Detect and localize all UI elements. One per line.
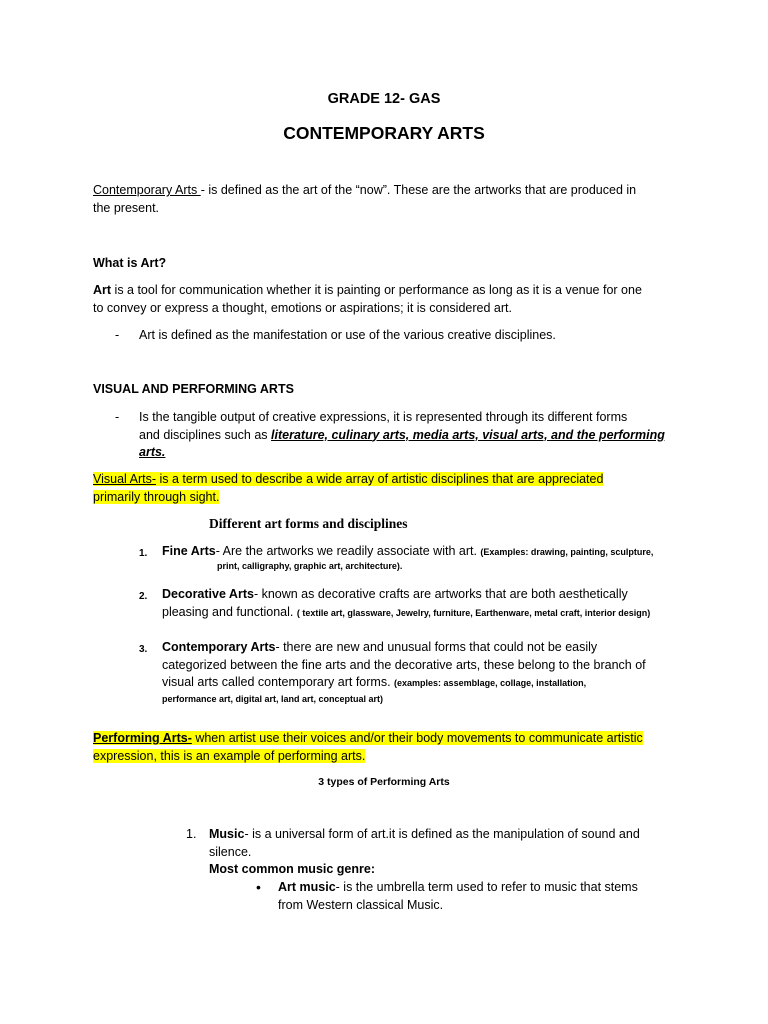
contemporary-line-1: - there are new and unusual forms that could not be easily	[275, 640, 598, 654]
visual-arts-paragraph	[93, 471, 683, 506]
music-genre-heading: Most common music genre:	[209, 862, 375, 876]
vp-line-2: and disciplines such as	[139, 427, 272, 442]
fine-arts-term: Fine Arts	[162, 544, 216, 558]
decorative-arts-term: Decorative Arts	[162, 587, 254, 601]
bullet-icon: •	[256, 879, 261, 895]
art-music-line-1: - is the umbrella term used to refer to music that stems	[335, 880, 638, 894]
visual-performing-heading: VISUAL AND PERFORMING ARTS	[93, 382, 294, 396]
list-number: 2.	[139, 591, 148, 602]
visual-performing-bullet-text	[139, 409, 679, 462]
list-item-fine-arts	[162, 543, 682, 561]
art-line-1: is a tool for communication whether it is painting or performance as long as it is a venue for one	[111, 283, 642, 297]
decorative-examples: ( textile art, glassware, Jewelry, furniture, Earthenware, metal craft, interior design)	[296, 607, 651, 618]
contemporary-line-3: visual arts called contemporary art forms.	[162, 675, 395, 689]
decorative-line-2: pleasing and functional.	[162, 604, 297, 619]
art-definition-paragraph	[93, 282, 683, 317]
contemporary-arts-term: Contemporary Arts	[93, 183, 201, 197]
art-line-2: to convey or express a thought, emotions or aspirations; it is considered art.	[93, 300, 512, 315]
grade-heading: GRADE 12- GAS	[327, 91, 441, 107]
performing-arts-line-1: when artist use their voices and/or their body movements to communicate artistic	[191, 731, 643, 745]
art-forms-heading: Different art forms and disciplines	[209, 516, 408, 531]
art-music-term: Art music	[278, 880, 336, 894]
music-line-2: silence.	[209, 844, 252, 859]
art-disciplines-list: literature, culinary arts, media arts, visual arts, and the performing	[271, 427, 665, 442]
vp-line-1: Is the tangible output of creative expressions, it is represented through its different forms	[139, 410, 628, 424]
contemporary-examples-cont: performance art, digital art, land art, conceptual art)	[162, 694, 384, 704]
art-disciplines-list-end: arts.	[139, 445, 166, 459]
contemporary-arts-term-2: Contemporary Arts	[162, 640, 276, 654]
intro-line-1: - is defined as the art of the “now”. These are the artworks that are produced in	[200, 183, 637, 197]
intro-line-2: the present.	[93, 200, 160, 215]
fine-arts-examples: (Examples: drawing, painting, sculpture,	[480, 547, 654, 557]
list-item-contemporary-arts	[162, 639, 682, 692]
contemporary-examples: (examples: assemblage, collage, installation,	[394, 678, 587, 688]
music-line-1: - is a universal form of art.it is defined as the manipulation of sound and	[244, 827, 640, 841]
page-title: CONTEMPORARY ARTS	[283, 123, 485, 143]
art-music-line-2: from Western classical Music.	[278, 897, 444, 912]
intro-paragraph	[93, 182, 683, 217]
performing-arts-term: Performing Arts-	[93, 731, 192, 745]
art-bullet-text: Art is defined as the manifestation or use of the various creative disciplines.	[139, 328, 556, 342]
music-term: Music	[209, 827, 245, 841]
fine-arts-text: - Are the artworks we readily associate with art.	[215, 544, 481, 558]
list-item-decorative-arts	[162, 586, 682, 621]
visual-arts-line-2: primarily through sight.	[93, 489, 220, 504]
art-term: Art	[93, 283, 112, 297]
what-is-art-heading: What is Art?	[93, 256, 167, 270]
list-item-music	[209, 826, 679, 879]
visual-arts-line-1: is a term used to describe a wide array of artistic disciplines that are appreciated	[156, 472, 604, 486]
bullet-dash: -	[115, 328, 120, 342]
list-number: 1.	[139, 548, 148, 559]
decorative-line-1: - known as decorative crafts are artworks that are both aesthetically	[253, 587, 628, 601]
list-item-art-music	[278, 879, 678, 914]
visual-arts-term: Visual Arts-	[93, 472, 156, 486]
fine-arts-examples-cont: print, calligraphy, graphic art, architecture).	[217, 561, 403, 571]
bullet-dash: -	[115, 410, 120, 424]
list-number: 3.	[139, 644, 148, 655]
contemporary-line-2: categorized between the fine arts and the decorative arts, these belong to the branch of	[162, 657, 646, 672]
list-number: 1.	[186, 827, 197, 841]
performing-arts-paragraph	[93, 730, 683, 765]
performing-types-heading: 3 types of Performing Arts	[318, 776, 450, 788]
performing-arts-line-2: expression, this is an example of performing arts.	[93, 748, 366, 763]
